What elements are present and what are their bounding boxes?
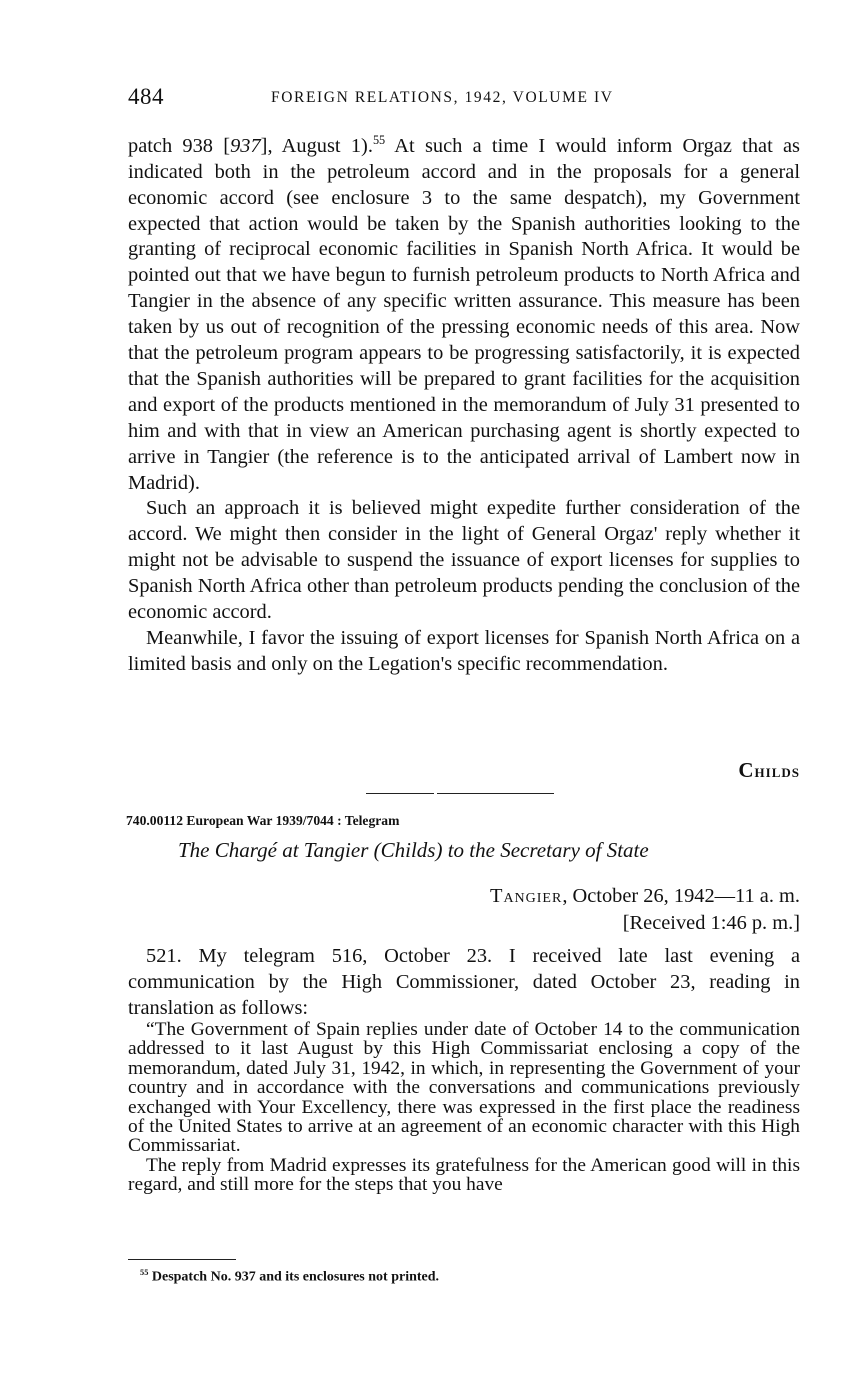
telegram-body — [128, 944, 800, 1022]
paragraph: Meanwhile, I favor the issuing of export licenses for Spanish North Africa on a limited basis and only on the Legation's specific recommendation. — [128, 627, 800, 675]
running-head-title: FOREIGN RELATIONS, 1942, VOLUME IV — [271, 89, 614, 106]
despatch-continuation — [128, 128, 800, 678]
footnote-marker: 55 — [140, 1268, 149, 1277]
section-divider-right — [437, 793, 554, 794]
section-divider-left — [366, 793, 434, 794]
text-run: ], August 1). — [260, 134, 373, 157]
dateline-date: , October 26, 1942—11 a. m. — [562, 885, 800, 907]
footnote-divider — [128, 1259, 236, 1260]
page-number: 484 — [128, 84, 164, 109]
paragraph: 521. My telegram 516, October 23. I received late last evening a communication by the High Commissioner, dated October 23, reading in translation as follows: — [128, 945, 800, 1019]
dateline — [490, 885, 800, 908]
running-head — [128, 84, 800, 114]
bracketed-correction: 937 — [230, 134, 261, 157]
signature — [738, 758, 800, 783]
footnote — [140, 1268, 439, 1286]
quote-paragraph: “The Government of Spain replies under date of October 14 to the communication addressed to it last August by this High Commissariat enclosing a copy of the memorandum, dated July 31, 1942, in which, in representing the Government of your country and in accordance with the conversations and communications previously exchanged with Your Excellency, there was expressed in the first place the readiness of the United States to arrive at an agreement of an economic character with this High Commissariat. — [128, 1019, 800, 1157]
signature-initial: C — [738, 758, 755, 782]
text-run: At such a time I would inform Orgaz that as indicated both in the petroleum accord and in the proposals for a general economic accord (see enclosure 3 to the same despatch), my Government expected that action would be taken by the Spanish authorities looking to the granting of reciprocal economic facilities in Spanish North Africa. It would be pointed out that we have begun to furnish petroleum products to North Africa and Tangier in the absence of any specific written assurance. This measure has been taken by us out of recognition of the pressing economic needs of this area. Now that the petroleum program appears to be progressing satisfactorily, it is expected that the Spanish authorities will be prepared to grant facilities for the acquisition and export of the products mentioned in the memorandum of July 31 presented to him and with that in view an American purchasing agent is shortly expected to arrive in Tangier (the reference is to the anticipated arrival of Lambert now in Madrid). — [128, 134, 800, 494]
paragraph: Such an approach it is believed might expedite further consideration of the accord. We might then consider in the light of General Orgaz' reply whether it might not be advisable to suspend the issuance of export licenses for supplies to Spanish North Africa other than petroleum products pending the conclusion of the economic accord. — [128, 497, 800, 624]
text-run: patch 938 [ — [128, 134, 231, 157]
quote-paragraph: The reply from Madrid expresses its gratefulness for the American good will in this regard, and still more for the steps that you have — [128, 1154, 800, 1196]
footnote-reference: 55 — [372, 133, 386, 147]
paragraph — [128, 128, 800, 496]
quoted-communication — [128, 1020, 800, 1195]
dateline-place: Tangier — [489, 885, 563, 907]
document-title: The Chargé at Tangier (Childs) to the Secretary of State — [178, 838, 649, 862]
footnote-text: Despatch No. 937 and its enclosures not printed. — [148, 1269, 440, 1285]
signature-rest: hilds — [754, 761, 800, 781]
file-reference: 740.00112 European War 1939/7044 : Telegram — [126, 813, 400, 828]
received-time: [Received 1:46 p. m.] — [622, 912, 800, 934]
